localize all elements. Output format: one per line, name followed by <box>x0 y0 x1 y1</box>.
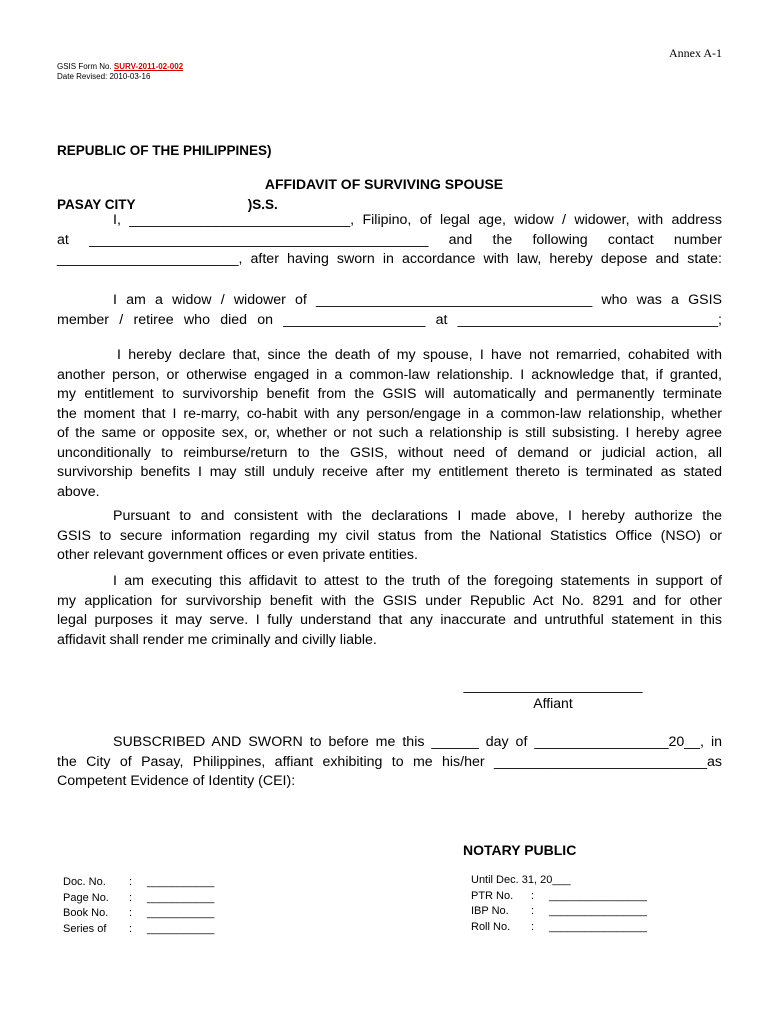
paragraph-line: SUBSCRIBED AND SWORN to before me this ______ day of _________________20__, in <box>113 734 722 750</box>
paragraph-declaration <box>57 346 722 502</box>
paragraph-line: Competent Evidence of Identity (CEI): <box>57 773 296 789</box>
form-number-code: SURV-2011-02-002 <box>113 62 184 71</box>
form-number <box>57 62 183 72</box>
document-title: AFFIDAVIT OF SURVIVING SPOUSE <box>264 176 504 192</box>
venue-line-2: PASAY CITY )S.S. <box>57 197 278 212</box>
form-meta <box>57 62 183 82</box>
ledger-row-page: Page No. : ___________ <box>63 891 215 904</box>
affiant-signature-block <box>458 676 648 712</box>
notary-ledger <box>471 873 647 935</box>
paragraph-line: another person, or otherwise engaged in a common-law relationship. I acknowledge that, if granted, <box>57 366 722 383</box>
paragraph-line: the City of Pasay, Philippines, affiant exhibiting to me his/her ___________________________as <box>57 753 722 770</box>
paragraph-line: at ___________________________________________ and the following contact number <box>57 231 722 248</box>
ledger-row-series: Series of : ___________ <box>63 922 215 935</box>
paragraph-identity <box>57 211 722 270</box>
paragraph-widow <box>57 291 722 330</box>
paragraph-line: GSIS to secure information regarding my civil status from the National Statistics Office (NSO) or <box>57 527 722 544</box>
ledger-row-roll: Roll No. : ________________ <box>471 920 647 933</box>
paragraph-jurat <box>57 733 722 792</box>
annex-label: Annex A-1 <box>669 46 722 60</box>
venue-line-1: REPUBLIC OF THE PHILIPPINES) <box>57 143 272 158</box>
paragraph-line: other relevant government offices or even private entities. <box>57 547 418 563</box>
form-number-label: GSIS Form No. <box>57 62 114 71</box>
paragraph-line: my application for survivorship benefit with the GSIS under Republic Act No. 8291 and for other <box>57 592 722 609</box>
notary-commission-until: Until Dec. 31, 20___ <box>471 874 571 886</box>
paragraph-line: member / retiree who died on __________________ at _________________________________; <box>57 311 722 328</box>
date-revised: Date Revised: 2010-03-16 <box>57 72 151 81</box>
ledger-row-ibp: IBP No. : ________________ <box>471 905 647 917</box>
paragraph-line: _______________________, after having sworn in accordance with law, hereby depose and state: <box>57 251 722 267</box>
paragraph-authorization <box>57 507 722 566</box>
paragraph-line: affidavit shall render me criminally and civilly liable. <box>57 631 377 648</box>
ledger-row-doc: Doc. No. : ___________ <box>63 876 215 888</box>
paragraph-line: I hereby declare that, since the death of my spouse, I have not remarried, cohabited with <box>117 347 722 363</box>
doc-ledger <box>63 875 214 937</box>
paragraph-line: I, ____________________________, Filipino, of legal age, widow / widower, with address <box>113 212 722 228</box>
paragraph-purpose <box>57 572 722 650</box>
notary-public-title: NOTARY PUBLIC <box>463 842 577 858</box>
paragraph-line: of the same or opposite sex, or, whether or not such a relationship is still subsisting. I hereby agree <box>57 425 722 441</box>
ledger-row-book: Book No. : ___________ <box>63 907 215 919</box>
paragraph-line: Pursuant to and consistent with the declarations I made above, I hereby authorize the <box>113 508 722 524</box>
affiant-label: Affiant <box>533 695 573 711</box>
paragraph-line: survivorship benefits I may still unduly receive after my entitlement thereto is terminated as stated <box>57 464 722 480</box>
affiant-signature-line: _______________________ <box>463 677 643 693</box>
paragraph-line: above. <box>57 483 100 500</box>
ledger-row-ptr: PTR No. : ________________ <box>471 889 647 902</box>
paragraph-line: I am executing this affidavit to attest to the truth of the foregoing statements in support of <box>113 573 722 589</box>
paragraph-line: the moment that I re-marry, co-habit with any person/engage in a common-law relationship, whether <box>57 405 722 422</box>
paragraph-line: I am a widow / widower of ___________________________________ who was a GSIS <box>113 292 722 308</box>
paragraph-line: legal purposes it may serve. I fully understand that any inaccurate and untruthful statement in this <box>57 612 722 628</box>
paragraph-line: my entitlement to survivorship benefit from the GSIS will automatically and permanently terminate <box>57 386 722 402</box>
paragraph-line: unconditionally to reimburse/return to the GSIS, without need of demand or judicial action, all <box>57 444 722 461</box>
